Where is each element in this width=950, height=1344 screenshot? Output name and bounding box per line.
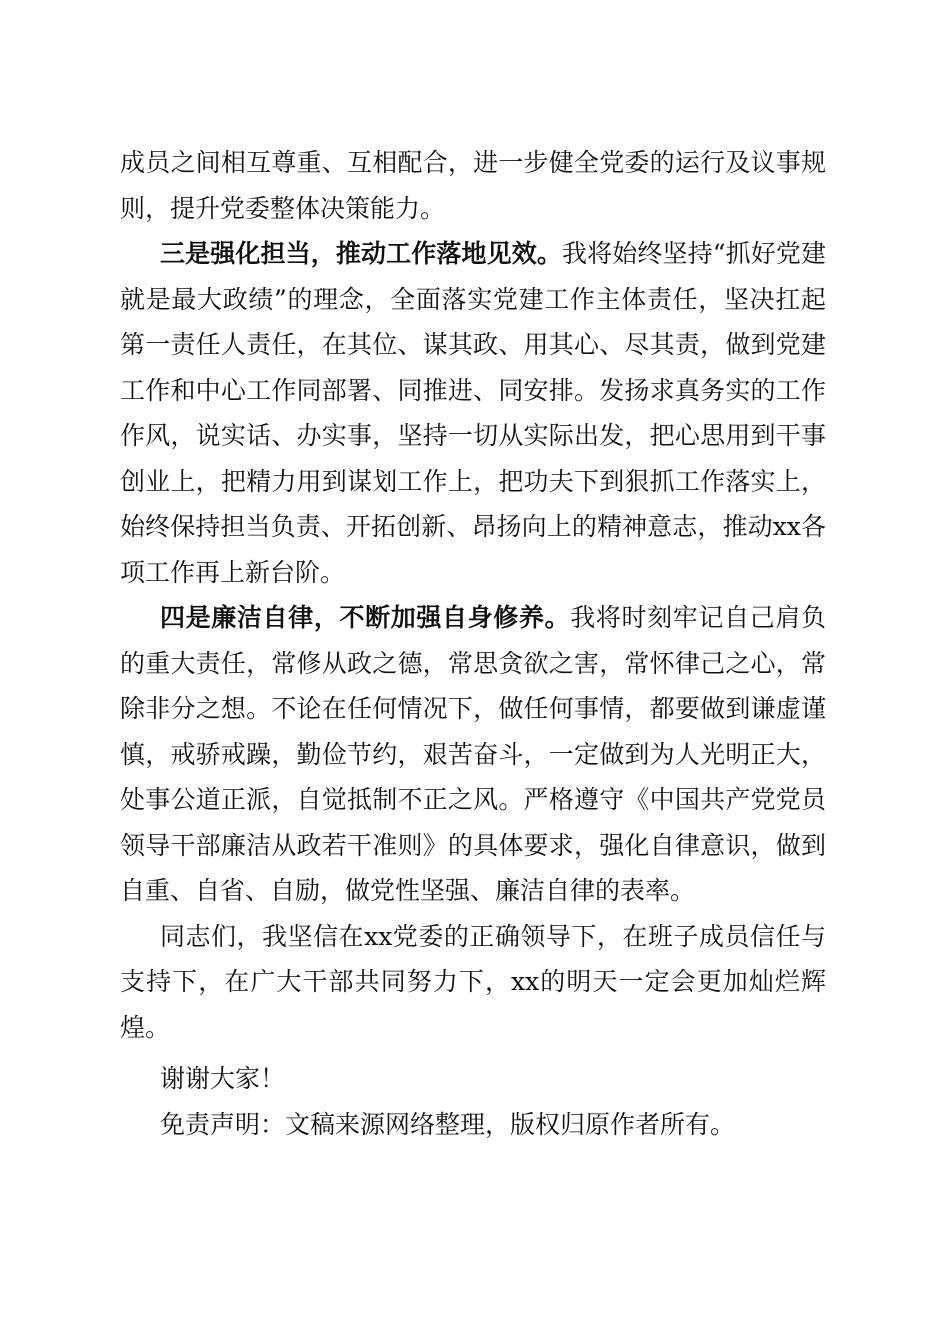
document-body [120,140,826,1147]
paragraph-continuation: 成员之间相互尊重、互相配合，进一步健全党委的运行及议事规则，提升党委整体决策能力。 [120,148,826,223]
paragraph-integrity [120,595,826,914]
closing-thanks: 谢谢大家！ [160,1064,286,1093]
paragraph-conclusion: 同志们，我坚信在xx党委的正确领导下，在班子成员信任与支持下，在广大干部共同努力下，xx的明天一定会更加灿烂辉煌。 [120,921,826,1042]
paragraph-heading-responsibility: 三是强化担当，推动工作落地见效。 [160,239,562,268]
paragraph-heading-integrity: 四是廉洁自律，不断加强自身修养。 [160,603,571,632]
disclaimer-text: 免责声明：文稿来源网络整理，版权归原作者所有。 [160,1109,736,1139]
paragraph-responsibility [120,231,826,595]
paragraph-body-responsibility: 我将始终坚持“抓好党建就是最大政绩”的理念，全面落实党建工作主体责任，坚决扛起第一责任人责任，在其位、谋其政、用其心、尽其责，做到党建工作和中心工作同部署、同推进、同安排。发扬求真务实的工作作风，说实话、办实事，坚持一切从实际出发，把心思用到干事创业上，把精力用到谋划工作上，把功夫下到狠抓工作落实上，始终保持担当负责、开拓创新、昂扬向上的精神意志，推动xx各项工作再上新台阶。 [120,239,826,587]
paragraph-body-integrity: 我将时刻牢记自己肩负的重大责任，常修从政之德，常思贪欲之害，常怀律己之心，常除非分之想。不论在任何情况下，做任何事情，都要做到谦虚谨慎，戒骄戒躁，勤俭节约，艰苦奋斗，一定做到为人光明正大，处事公道正派，自觉抵制不正之风。严格遵守《中国共产党党员领导干部廉洁从政若干准则》的具体要求，强化自律意识，做到自重、自省、自励，做党性坚强、廉洁自律的表率。 [120,603,826,905]
